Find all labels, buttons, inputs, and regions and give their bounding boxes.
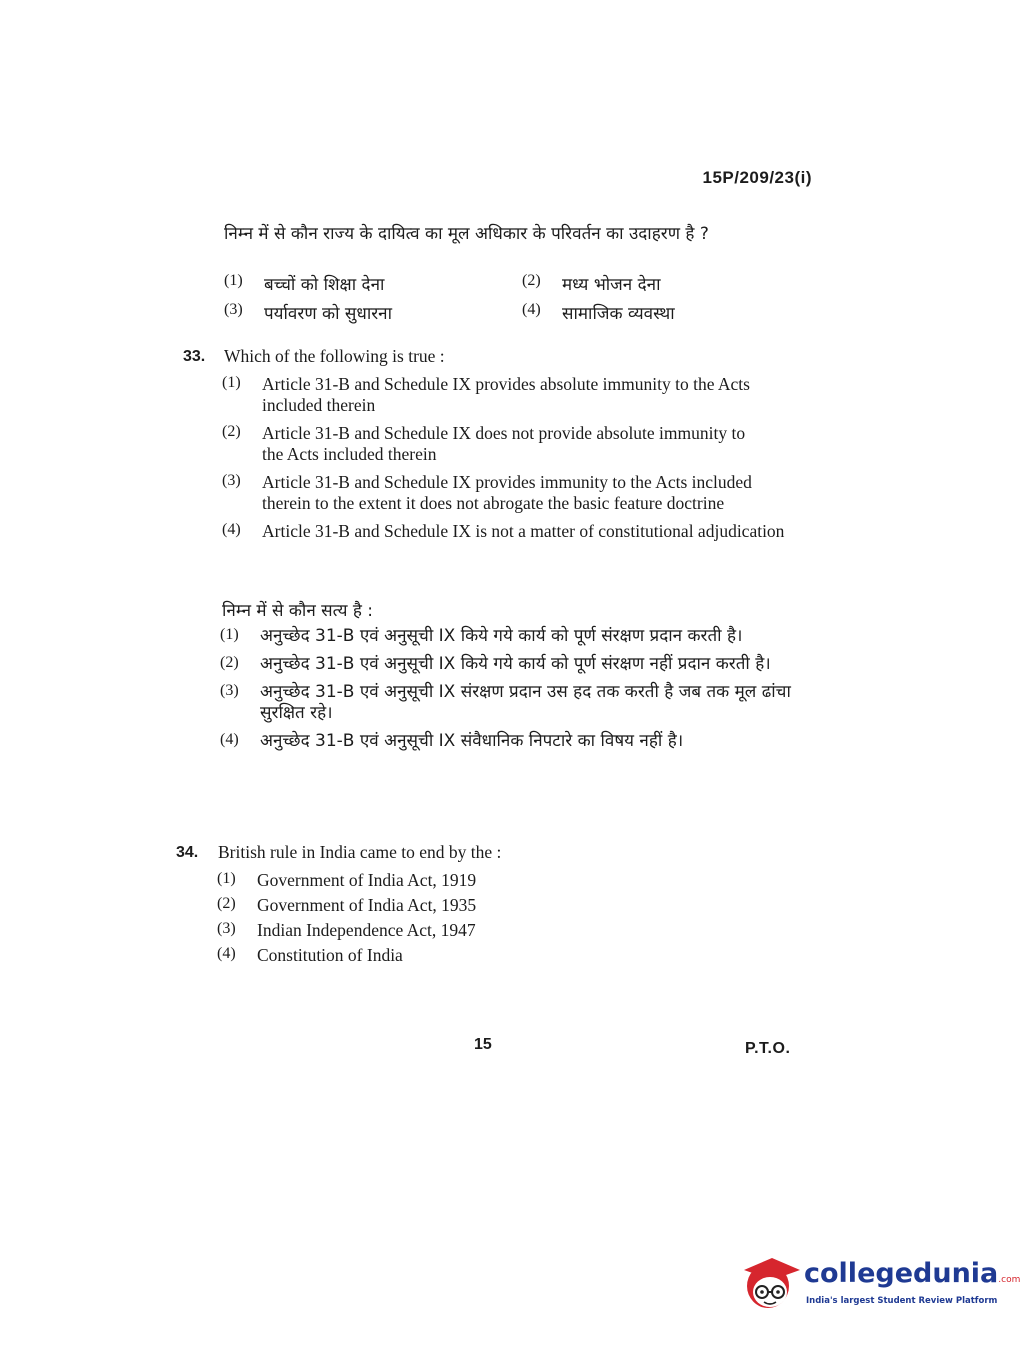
option-text: Constitution of India [257,945,403,965]
option-number: (4) [220,731,239,748]
option-number: (3) [217,920,236,937]
option-number: (2) [220,654,239,671]
option-text: अनुच्छेद 31-B एवं अनुसूची IX किये गये कार्य को पूर्ण संरक्षण नहीं प्रदान करती है। [260,654,771,674]
q32-hindi-options [224,272,824,324]
option-number: (1) [224,272,243,289]
q32-option-1 [224,272,522,295]
option-number: (1) [217,870,236,887]
option-text: Article 31-B and Schedule IX does not provide absolute immunity to the Acts included therein [262,423,746,464]
q33-option-1 [222,374,802,416]
option-number: (2) [217,895,236,912]
brand-suffix: .com [998,1275,1020,1285]
option-text: बच्चों को शिक्षा देना [264,275,385,295]
q33-hindi-option-4 [220,731,810,752]
q32-option-4 [522,301,675,324]
option-number: (2) [522,272,541,289]
option-text: Article 31-B and Schedule IX provides immunity to the Acts included therein to the extent it does not abrogate the basic feature doctrine [262,472,752,513]
brand-tagline: India's largest Student Review Platform [806,1296,998,1306]
option-number: (3) [220,682,239,699]
option-number: (3) [222,472,241,489]
q33-options [222,374,802,542]
mascot-icon [742,1252,804,1314]
q34-options [217,870,617,966]
q34-number: 34. [176,844,199,861]
option-text: सामाजिक व्यवस्था [562,304,675,324]
option-number: (4) [522,301,541,318]
q33-hindi-stem: निम्न में से कौन सत्य है : [222,601,374,621]
q34-option-4 [217,945,617,966]
option-text: Government of India Act, 1935 [257,895,477,915]
q33-option-4 [222,521,802,542]
pto-label: P.T.O. [745,1040,791,1057]
q34-option-2 [217,895,617,916]
q34-option-3 [217,920,617,941]
option-number: (2) [222,423,241,440]
option-text: अनुच्छेद 31-B एवं अनुसूची IX किये गये कार्य को पूर्ण संरक्षण प्रदान करती है। [260,626,743,646]
option-text: Government of India Act, 1919 [257,870,477,890]
q34-option-1 [217,870,617,891]
option-text: Article 31-B and Schedule IX provides absolute immunity to the Acts included therein [262,374,750,415]
page-number: 15 [474,1036,492,1053]
q32-option-2 [522,272,661,295]
q33-stem: Which of the following is true : [224,346,445,366]
paper-code: 15P/209/23(i) [702,168,812,187]
option-text: पर्यावरण को सुधारना [264,304,393,324]
q33-option-2 [222,423,802,465]
q32-hindi-stem: निम्न में से कौन राज्य के दायित्व का मूल अधिकार के परिवर्तन का उदाहरण है ? [224,224,709,244]
q33-number: 33. [183,348,206,365]
option-text: अनुच्छेद 31-B एवं अनुसूची IX संरक्षण प्रदान उस हद तक करती है जब तक मूल ढांचा सुरक्षित रहे। [260,682,791,723]
q34-stem: British rule in India came to end by the : [218,842,502,862]
option-number: (1) [220,626,239,643]
q33-hindi-option-2 [220,654,810,675]
option-text: मध्य भोजन देना [562,275,661,295]
q33-hindi-option-3 [220,682,810,724]
brand-wordmark: collegedunia [804,1258,999,1289]
q33-option-3 [222,472,802,514]
option-number: (1) [222,374,241,391]
option-number: (4) [217,945,236,962]
option-text: अनुच्छेद 31-B एवं अनुसूची IX संवैधानिक निपटारे का विषय नहीं है। [260,731,684,751]
q32-option-3 [224,301,522,324]
option-text: Article 31-B and Schedule IX is not a matter of constitutional adjudication [262,521,785,541]
option-number: (3) [224,301,243,318]
option-number: (4) [222,521,241,538]
option-text: Indian Independence Act, 1947 [257,920,476,940]
q33-hindi-option-1 [220,626,810,647]
brand-name [804,1258,1020,1289]
collegedunia-watermark [742,1248,1020,1316]
q33-hindi-options [220,626,810,752]
